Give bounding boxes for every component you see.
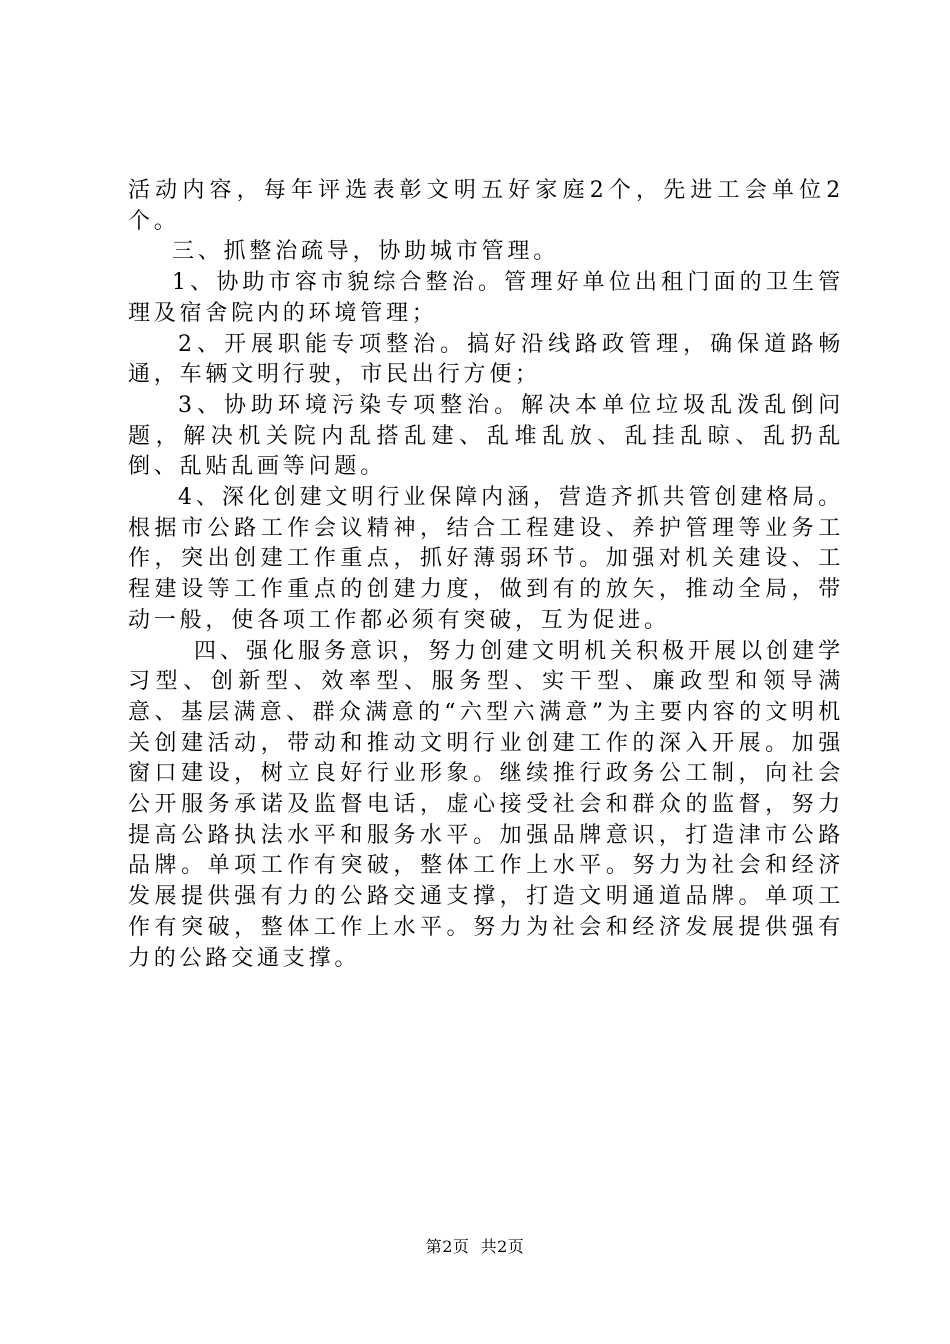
paragraph-continuation: 活动内容，每年评选表彰文明五好家庭2个，先进工会单位2个。 [128, 178, 844, 234]
paragraph-item-2: 2、开展职能专项整治。搞好沿线路政管理，确保道路畅通，车辆文明行驶，市民出行方便； [128, 331, 844, 388]
document-body [128, 176, 844, 974]
paragraph-section-3-heading: 三、抓整治疏导，协助城市管理。 [172, 239, 560, 265]
page-footer [0, 1236, 950, 1258]
paragraph-section-4: 四、强化服务意识，努力创建文明机关积极开展以创建学习型、创新型、效率型、服务型、实干型、廉政型和领导满意、基层满意、群众满意的“六型六满意”为主要内容的文明机关创建活动，带动和推动文明行业创建工作的深入开展。加强窗口建设，树立良好行业形象。继续推行政务公工制，向社会公开服务承诺及监督电话，虚心接受社会和群众的监督，努力提高公路执法水平和服务水平。加强品牌意识，打造津市公路品牌。单项工作有突破，整体工作上水平。努力为社会和经济发展提供强有力的公路交通支撑，打造文明通道品牌。单项工作有突破，整体工作上水平。努力为社会和经济发展提供强有力的公路交通支撑。 [128, 638, 844, 971]
paragraph-item-4: 4、深化创建文明行业保障内涵，营造齐抓共管创建格局。根据市公路工作会议精神，结合工程建设、养护管理等业务工作，突出创建工作重点，抓好薄弱环节。加强对机关建设、工程建设等工作重点的创建力度，做到有的放矢，推动全局，带动一般，使各项工作都必须有突破，互为促进。 [128, 485, 844, 633]
paragraph-item-1: 1、协助市容市貌综合整治。管理好单位出租门面的卫生管理及宿舍院内的环境管理； [128, 270, 844, 326]
paragraph-item-3: 3、协助环境污染专项整治。解决本单位垃圾乱泼乱倒问题，解决机关院内乱搭乱建、乱堆乱放、乱挂乱晾、乱扔乱倒、乱贴乱画等问题。 [128, 392, 844, 480]
page-number-label: 第2页 共2页 [425, 1237, 525, 1256]
